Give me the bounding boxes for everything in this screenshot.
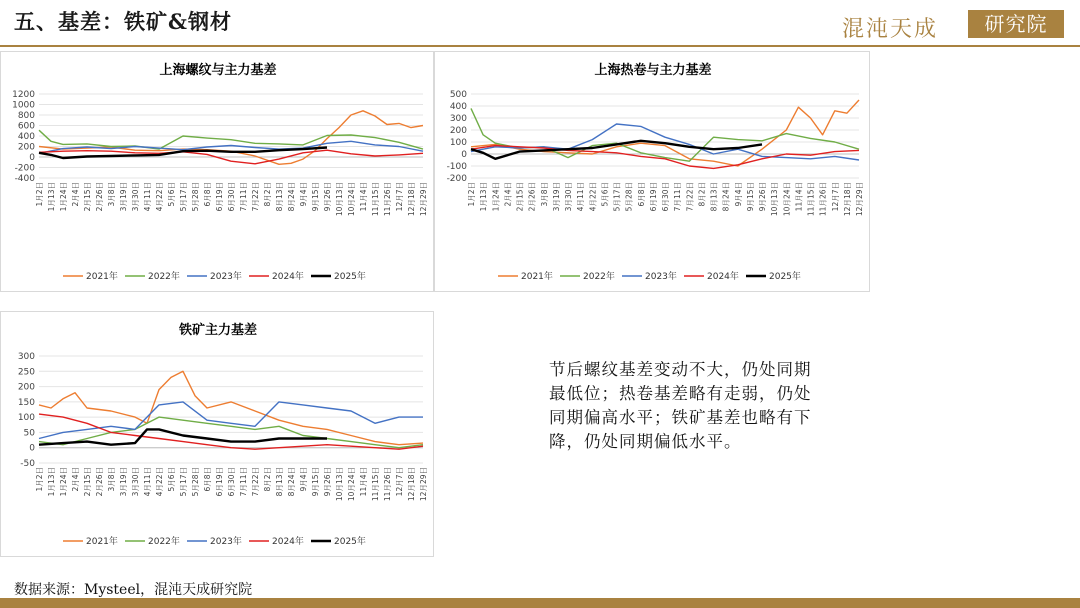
- x-tick-label: 7月22日: [251, 182, 260, 212]
- y-tick-label: 0: [29, 153, 35, 163]
- y-tick-label: 300: [449, 114, 467, 124]
- y-tick-label: 400: [17, 132, 35, 142]
- analysis-comment: 节后螺纹基差变动不大，仍处同期最低位；热卷基差略有走弱，仍处同期偏高水平；铁矿基差也略有下降，仍处同期偏低水平。: [549, 360, 812, 451]
- x-tick-label: 1月2日: [35, 182, 44, 207]
- x-tick-label: 5月17日: [179, 467, 188, 497]
- x-tick-label: 8月2日: [263, 467, 272, 492]
- y-tick-label: 300: [17, 352, 35, 362]
- y-tick-label: -200: [14, 163, 35, 174]
- x-tick-label: 1月13日: [47, 467, 56, 497]
- x-tick-label: 1月24日: [59, 467, 68, 497]
- y-tick-label: 200: [449, 126, 467, 136]
- y-tick-label: 600: [17, 121, 35, 132]
- x-tick-label: 5月17日: [612, 182, 622, 212]
- legend-label: 2023年: [210, 537, 242, 547]
- x-tick-label: 11月26日: [383, 182, 392, 217]
- x-tick-label: 3月8日: [107, 182, 116, 207]
- x-tick-label: 3月30日: [131, 467, 140, 497]
- x-tick-label: 12月18日: [407, 467, 416, 502]
- x-tick-label: 12月18日: [842, 182, 852, 217]
- series-line-2022: [471, 108, 859, 161]
- x-tick-label: 11月15日: [806, 182, 816, 217]
- iron-ore-basis-chart: [1, 312, 435, 558]
- x-tick-label: 12月7日: [395, 182, 404, 212]
- x-tick-label: 1月13日: [479, 182, 489, 212]
- x-tick-label: 6月8日: [203, 182, 212, 207]
- rebar-basis-chart: [1, 52, 435, 293]
- legend-label: 2022年: [148, 272, 180, 282]
- footer-bar: [0, 598, 1080, 608]
- legend-label: 2024年: [272, 537, 304, 547]
- chart-title: 上海热卷与主力基差: [594, 63, 712, 78]
- x-tick-label: 2月26日: [527, 182, 537, 212]
- x-tick-label: 5月28日: [624, 182, 634, 212]
- rebar-basis-chart-panel: [0, 51, 434, 292]
- x-tick-label: 5月17日: [179, 182, 188, 212]
- x-tick-label: 5月6日: [167, 182, 176, 207]
- x-tick-label: 5月6日: [167, 467, 176, 492]
- x-tick-label: 7月22日: [251, 467, 260, 497]
- y-tick-label: 1200: [12, 90, 35, 100]
- x-tick-label: 12月7日: [830, 182, 840, 212]
- hrc-basis-chart-panel: [434, 51, 870, 292]
- x-tick-label: 12月29日: [855, 182, 864, 217]
- chart-title: 铁矿主力基差: [178, 323, 258, 338]
- x-tick-label: 10月13日: [335, 182, 344, 217]
- legend-label: 2023年: [645, 272, 677, 282]
- x-tick-label: 11月26日: [818, 182, 828, 217]
- x-tick-label: 3月30日: [131, 182, 140, 212]
- y-tick-label: 200: [17, 382, 35, 393]
- logo-name: 混沌天成: [842, 17, 939, 42]
- x-tick-label: 10月13日: [335, 467, 344, 502]
- x-tick-label: 8月24日: [287, 182, 296, 212]
- x-tick-label: 11月4日: [794, 182, 804, 212]
- y-tick-label: -200: [446, 174, 467, 184]
- x-tick-label: 1月13日: [47, 182, 56, 212]
- x-tick-label: 12月29日: [419, 182, 428, 217]
- x-tick-label: 1月2日: [35, 467, 44, 492]
- x-tick-label: 6月30日: [227, 467, 236, 497]
- x-tick-label: 6月19日: [215, 182, 224, 212]
- x-tick-label: 9月26日: [758, 182, 767, 212]
- x-tick-label: 1月24日: [491, 182, 501, 212]
- x-tick-label: 10月24日: [782, 182, 792, 217]
- x-tick-label: 3月19日: [119, 182, 128, 212]
- series-line-2021: [471, 100, 859, 166]
- x-tick-label: 2月4日: [71, 467, 80, 492]
- y-tick-label: 0: [29, 443, 35, 454]
- x-tick-label: 8月24日: [721, 182, 731, 212]
- y-tick-label: 100: [449, 138, 467, 148]
- legend-label: 2025年: [334, 537, 366, 547]
- legend-label: 2025年: [769, 272, 801, 282]
- y-tick-label: 100: [17, 413, 35, 424]
- x-tick-label: 11月4日: [359, 182, 368, 212]
- x-tick-label: 10月13日: [770, 182, 780, 217]
- x-tick-label: 10月24日: [347, 467, 356, 502]
- x-tick-label: 5月28日: [191, 182, 200, 212]
- x-tick-label: 8月13日: [275, 182, 284, 212]
- x-tick-label: 6月30日: [661, 182, 670, 212]
- legend-label: 2022年: [583, 272, 615, 282]
- x-tick-label: 7月11日: [673, 182, 683, 212]
- x-tick-label: 2月4日: [503, 182, 513, 207]
- x-tick-label: 7月11日: [239, 182, 248, 212]
- legend-label: 2021年: [86, 537, 118, 547]
- x-tick-label: 12月7日: [395, 467, 404, 497]
- x-tick-label: 2月15日: [83, 182, 92, 212]
- x-tick-label: 6月19日: [648, 182, 658, 212]
- x-tick-label: 7月11日: [239, 467, 248, 497]
- y-tick-label: 150: [17, 397, 35, 408]
- company-logo: [842, 10, 1068, 40]
- x-tick-label: 2月15日: [515, 182, 525, 212]
- data-source: 数据来源：Mysteel，混沌天成研究院: [14, 582, 253, 598]
- series-line-2025: [471, 141, 762, 159]
- x-tick-label: 4月11日: [576, 182, 586, 212]
- x-tick-label: 2月4日: [71, 182, 80, 207]
- y-tick-label: -100: [446, 162, 467, 172]
- x-tick-label: 1月2日: [467, 182, 476, 207]
- y-tick-label: 400: [449, 102, 467, 112]
- iron-ore-basis-chart-panel: [0, 311, 434, 557]
- x-tick-label: 9月4日: [733, 182, 743, 207]
- x-tick-label: 10月24日: [347, 182, 356, 217]
- x-tick-label: 2月26日: [95, 467, 104, 497]
- x-tick-label: 9月15日: [311, 182, 320, 212]
- x-tick-label: 11月15日: [371, 182, 380, 217]
- x-tick-label: 4月11日: [143, 467, 152, 497]
- legend-label: 2025年: [334, 272, 366, 282]
- legend-label: 2021年: [86, 272, 118, 282]
- x-tick-label: 12月29日: [419, 467, 428, 502]
- y-tick-label: 50: [23, 428, 35, 439]
- x-tick-label: 9月15日: [311, 467, 320, 497]
- x-tick-label: 5月28日: [191, 467, 200, 497]
- x-tick-label: 5月6日: [600, 182, 610, 207]
- x-tick-label: 8月13日: [709, 182, 719, 212]
- legend-label: 2021年: [521, 272, 553, 282]
- y-tick-label: 1000: [12, 100, 35, 111]
- hrc-basis-chart: [435, 52, 871, 293]
- y-tick-label: 0: [461, 150, 467, 160]
- x-tick-label: 12月18日: [407, 182, 416, 217]
- x-tick-label: 6月30日: [227, 182, 236, 212]
- legend-label: 2024年: [272, 272, 304, 282]
- x-tick-label: 2月15日: [83, 467, 92, 497]
- x-tick-label: 3月19日: [551, 182, 561, 212]
- legend-label: 2023年: [210, 272, 242, 282]
- y-tick-label: 250: [17, 367, 35, 378]
- x-tick-label: 11月26日: [383, 467, 392, 502]
- x-tick-label: 9月4日: [299, 467, 308, 492]
- legend-label: 2022年: [148, 537, 180, 547]
- page-title: 五、基差：铁矿&钢材: [14, 9, 232, 34]
- series-line-2025: [39, 429, 327, 444]
- x-tick-label: 9月26日: [323, 467, 332, 497]
- y-tick-label: -400: [14, 174, 35, 184]
- legend-label: 2024年: [707, 272, 739, 282]
- series-line-2021: [39, 371, 423, 444]
- x-tick-label: 9月26日: [323, 182, 332, 212]
- x-tick-label: 6月19日: [215, 467, 224, 497]
- x-tick-label: 11月4日: [359, 467, 368, 497]
- x-tick-label: 4月22日: [155, 182, 164, 212]
- x-tick-label: 3月30日: [564, 182, 573, 212]
- x-tick-label: 8月2日: [263, 182, 272, 207]
- y-tick-label: 200: [17, 142, 35, 153]
- x-tick-label: 1月24日: [59, 182, 68, 212]
- x-tick-label: 3月8日: [107, 467, 116, 492]
- x-tick-label: 8月2日: [697, 182, 707, 207]
- x-tick-label: 8月24日: [287, 467, 296, 497]
- x-tick-label: 9月15日: [745, 182, 755, 212]
- x-tick-label: 6月8日: [203, 467, 212, 492]
- y-tick-label: 500: [449, 90, 467, 100]
- series-line-2023: [39, 402, 423, 439]
- x-tick-label: 6月8日: [636, 182, 646, 207]
- y-tick-label: 800: [17, 111, 35, 121]
- logo-box: 研究院: [968, 10, 1064, 38]
- x-tick-label: 4月11日: [143, 182, 152, 212]
- x-tick-label: 9月4日: [299, 182, 308, 207]
- y-tick-label: -50: [20, 459, 35, 469]
- x-tick-label: 3月19日: [119, 467, 128, 497]
- x-tick-label: 8月13日: [275, 467, 284, 497]
- x-tick-label: 3月8日: [539, 182, 549, 207]
- chart-title: 上海螺纹与主力基差: [159, 63, 277, 78]
- x-tick-label: 4月22日: [155, 467, 164, 497]
- x-tick-label: 2月26日: [95, 182, 104, 212]
- x-tick-label: 4月22日: [588, 182, 598, 212]
- x-tick-label: 11月15日: [371, 467, 380, 502]
- header-divider: [0, 45, 1080, 47]
- x-tick-label: 7月22日: [685, 182, 695, 212]
